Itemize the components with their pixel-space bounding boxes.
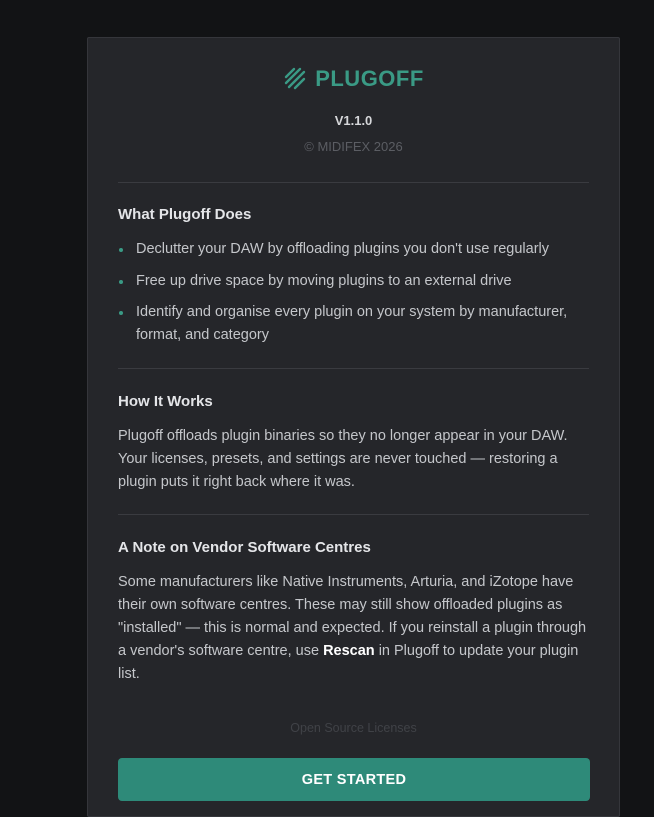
- section-title-vendor: A Note on Vendor Software Centres: [118, 539, 371, 556]
- list-item: Identify and organise every plugin on your system by manufacturer, format, and category: [118, 301, 589, 347]
- rescan-keyword: Rescan: [323, 643, 375, 659]
- divider: [118, 368, 589, 369]
- open-source-licenses-link[interactable]: Open Source Licenses: [290, 721, 417, 735]
- get-started-button[interactable]: GET STARTED: [118, 758, 590, 801]
- about-dialog: [87, 37, 620, 817]
- how-it-works-text: Plugoff offloads plugin binaries so they no longer appear in your DAW. Your licenses, presets, and settings are never touched — restoring a plugin puts it right back where it was.: [118, 428, 568, 490]
- list-item: Free up drive space by moving plugins to an external drive: [118, 270, 589, 293]
- bullet-dot-icon: [119, 280, 123, 284]
- section-title-what: What Plugoff Does: [118, 206, 252, 223]
- copyright-text: © MIDIFEX 2026: [304, 139, 403, 154]
- list-item: Declutter your DAW by offloading plugins you don't use regularly: [118, 238, 589, 261]
- section-title-how: How It Works: [118, 393, 213, 410]
- app-header: [88, 66, 619, 92]
- divider: [118, 514, 589, 515]
- bullet-dot-icon: [119, 311, 123, 315]
- vendor-note-text: Some manufacturers like Native Instruments, Arturia, and iZotope have their own software centres. These may still show offloaded plugins as "installed" — this is normal and expected. If you reinstall a plugin through a vendor's software centre, use Rescan in Plugoff to update your plugin list.: [118, 574, 587, 682]
- app-name: PLUGOFF: [315, 66, 424, 91]
- slashed-lines-logo-icon: [283, 67, 307, 91]
- app-version: V1.1.0: [334, 113, 373, 128]
- divider: [118, 182, 589, 183]
- bullet-dot-icon: [119, 248, 123, 252]
